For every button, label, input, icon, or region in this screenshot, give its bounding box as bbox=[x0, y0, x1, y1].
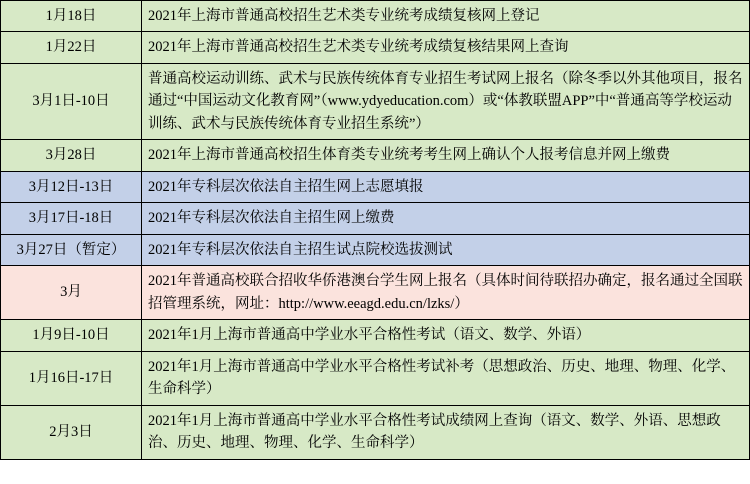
schedule-description-text: 2021年普通高校联合招收华侨港澳台学生网上报名（具体时间待联招办确定，报名通过全国联招管理系统，网址：http://www.eeagd.edu.cn/lzks/） bbox=[148, 273, 743, 312]
schedule-date-cell: 1月9日-10日 bbox=[1, 320, 142, 351]
schedule-date-cell: 1月16日-17日 bbox=[1, 351, 142, 405]
schedule-description-cell bbox=[142, 351, 750, 405]
schedule-description-cell bbox=[142, 63, 750, 139]
table-row bbox=[1, 171, 750, 202]
schedule-description-text: 2021年上海市普通高校招生艺术类专业统考成绩复核网上登记 bbox=[148, 8, 540, 24]
schedule-description-text: 2021年1月上海市普通高中学业水平合格性考试成绩网上查询（语文、数学、外语、思想政治、历史、地理、物理、化学、生命科学） bbox=[148, 412, 721, 452]
schedule-description-cell bbox=[142, 234, 750, 265]
table-row bbox=[1, 1, 750, 32]
schedule-date-cell: 3月1日-10日 bbox=[1, 63, 142, 139]
table-row bbox=[1, 405, 750, 459]
schedule-description-text: 2021年专科层次依法自主招生网上缴费 bbox=[148, 210, 395, 227]
schedule-description-text: 2021年1月上海市普通高中学业水平合格性考试补考（思想政治、历史、地理、物理、化学、生命科学） bbox=[148, 358, 736, 398]
schedule-description-cell bbox=[142, 203, 750, 234]
table-row bbox=[1, 140, 750, 171]
schedule-description-text: 2021年上海市普通高校招生体育类专业统考考生网上确认个人报考信息并网上缴费 bbox=[148, 147, 670, 164]
schedule-date-cell: 3月28日 bbox=[1, 140, 142, 171]
schedule-description-cell bbox=[142, 320, 750, 351]
schedule-table-body bbox=[1, 1, 750, 460]
schedule-description-cell bbox=[142, 140, 750, 171]
table-row bbox=[1, 320, 750, 351]
schedule-description-cell bbox=[142, 171, 750, 202]
schedule-date-cell: 3月27日（暂定） bbox=[1, 234, 142, 265]
schedule-description-cell bbox=[142, 405, 750, 459]
table-row bbox=[1, 266, 750, 320]
schedule-description-text: 2021年上海市普通高校招生艺术类专业统考成绩复核结果网上查询 bbox=[148, 39, 569, 56]
schedule-date-cell: 3月12日-13日 bbox=[1, 171, 142, 202]
schedule-date-cell: 1月22日 bbox=[1, 32, 142, 63]
table-row bbox=[1, 32, 750, 63]
table-row bbox=[1, 234, 750, 265]
schedule-description-text: 普通高校运动训练、武术与民族传统体育专业招生考试网上报名（除冬季以外其他项目，报名通过“中国运动文化教育网”（www.ydyeducation.com）或“体教联盟APP”中“普通高等学校运动训练、武术与民族传统体育专业招生系统”） bbox=[148, 70, 743, 132]
schedule-description-cell bbox=[142, 32, 750, 63]
schedule-description-cell bbox=[142, 1, 750, 32]
schedule-description-cell bbox=[142, 266, 750, 320]
table-row bbox=[1, 351, 750, 405]
table-row bbox=[1, 63, 750, 139]
schedule-description-text: 2021年1月上海市普通高中学业水平合格性考试（语文、数学、外语） bbox=[148, 327, 591, 344]
schedule-date-cell: 1月18日 bbox=[1, 1, 142, 32]
schedule-date-cell: 3月 bbox=[1, 266, 142, 320]
schedule-description-text: 2021年专科层次依法自主招生网上志愿填报 bbox=[148, 178, 424, 195]
schedule-description-text: 2021年专科层次依法自主招生试点院校选拔测试 bbox=[148, 241, 453, 258]
schedule-date-cell: 3月17日-18日 bbox=[1, 203, 142, 234]
table-row bbox=[1, 203, 750, 234]
schedule-date-cell: 2月3日 bbox=[1, 405, 142, 459]
